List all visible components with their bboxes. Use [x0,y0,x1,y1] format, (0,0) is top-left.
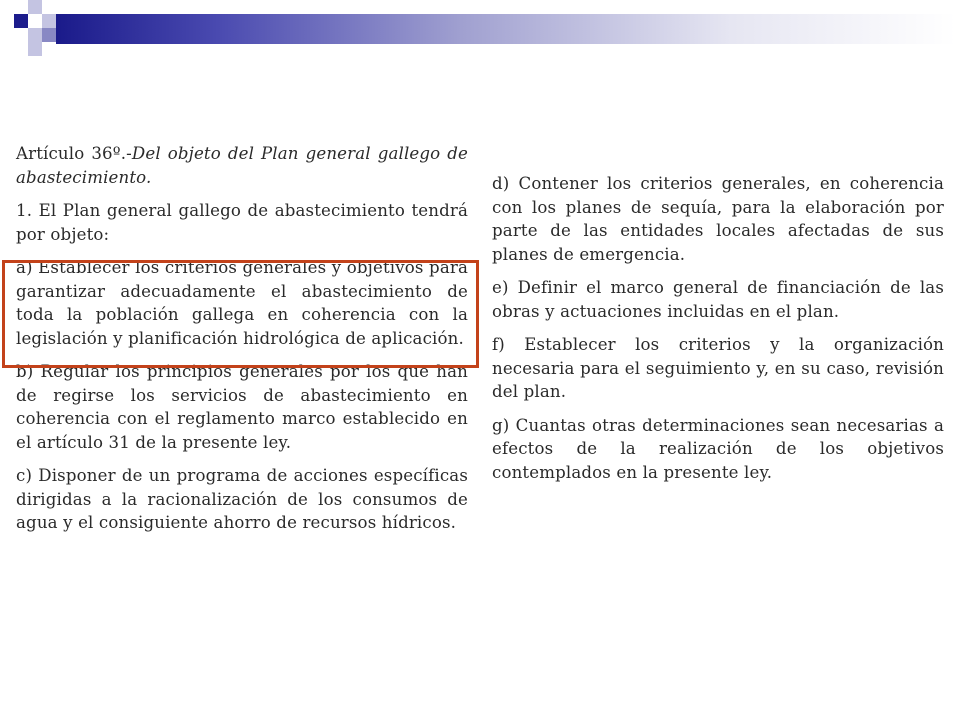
paragraph-e: e) Definir el marco general de financiación de las obras y actuaciones incluidas en el plan. [492,278,944,321]
article-heading [16,142,468,189]
decorative-square [14,28,28,42]
highlight-box [2,260,479,368]
decorative-square [28,0,42,14]
paragraph-g: g) Cuantas otras determinaciones sean necesarias a efectos de la realización de los objetivos contemplados en la presente ley. [492,415,944,482]
decorative-square [42,28,56,42]
decorative-square [28,42,42,56]
document-right-column [492,172,944,494]
paragraph-d: d) Contener los criterios generales, en coherencia con los planes de sequía, para la elaboración por parte de las entidades locales afectadas de sus planes de emergencia. [492,174,944,264]
decorative-square [28,28,42,42]
paragraph-1: 1. El Plan general gallego de abastecimiento tendrá por objeto: [16,201,468,244]
paragraph-b: b) Regular los principios generales por los que han de regirse los servicios de abastecimiento en coherencia con el reglamento marco establecido en el artículo 31 de la presente ley. [16,362,468,452]
decorative-square [42,14,56,28]
paragraph-c: c) Disponer de un programa de acciones específicas dirigidas a la racionalización de los consumos de agua y el consiguiente ahorro de recursos hídricos. [16,466,468,532]
article-heading-title: Del objeto del Plan general gallego de abastecimiento. [16,144,469,187]
decorative-banner [56,14,956,44]
paragraph-f: f) Establecer los criterios y la organización necesaria para el seguimiento y, en su caso, revisión del plan. [492,335,944,401]
paragraph-a: a) Establecer los criterios generales y objetivos para garantizar adecuadamente el abastecimiento de toda la población gallega en coherencia con la legislación y planificación hidrológica de aplicación. [16,258,468,348]
article-heading-prefix: Artículo 36º.- [16,144,132,163]
decorative-square [14,14,28,28]
